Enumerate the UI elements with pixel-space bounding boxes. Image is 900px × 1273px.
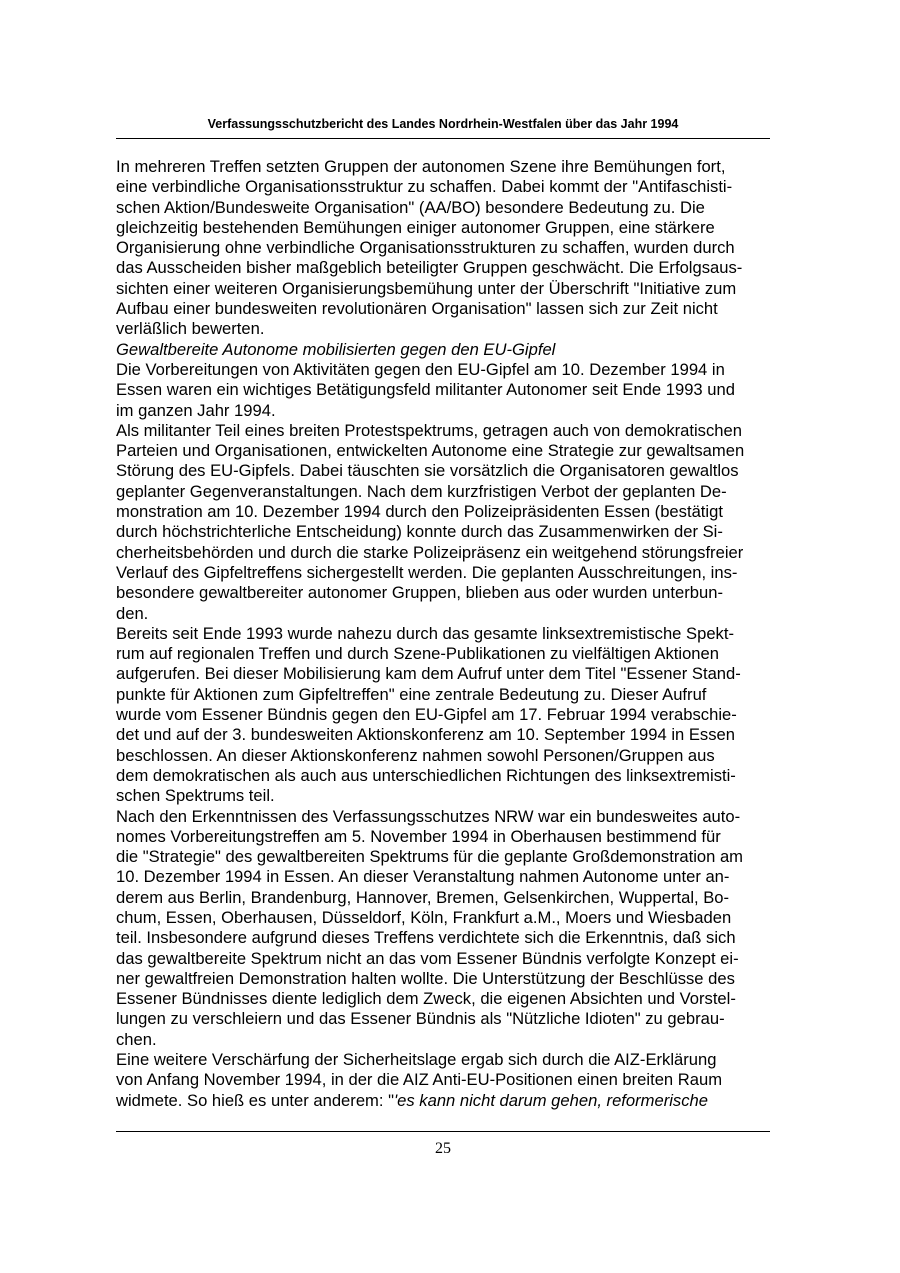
- text-line: Als militanter Teil eines breiten Protestspektrums, getragen auch von demokratischen: [116, 420, 742, 440]
- text-line: schen Aktion/Bundesweite Organisation" (AA/BO) besondere Bedeutung zu. Die: [116, 197, 705, 217]
- text-line: Nach den Erkenntnissen des Verfassungsschutzes NRW war ein bundesweites auto-: [116, 806, 741, 826]
- text-line: Parteien und Organisationen, entwickelten Autonome eine Strategie zur gewaltsamen: [116, 441, 745, 461]
- text-line: chen.: [116, 1029, 157, 1049]
- text-line: wurde vom Essener Bündnis gegen den EU-Gipfel am 17. Februar 1994 verabschie-: [116, 705, 737, 725]
- text-line: Die Vorbereitungen von Aktivitäten gegen den EU-Gipfel am 10. Dezember 1994 in: [116, 359, 725, 379]
- footer-rule: [116, 1131, 770, 1132]
- text-line: Störung des EU-Gipfels. Dabei täuschten sie vorsätzlich die Organisatoren gewaltlos: [116, 461, 739, 481]
- text-line: Essen waren ein wichtiges Betätigungsfeld militanter Autonomer seit Ende 1993 und: [116, 380, 735, 400]
- text-line: Verlauf des Gipfeltreffens sichergestellt werden. Die geplanten Ausschreitungen, ins-: [116, 562, 738, 582]
- text-line: Aufbau einer bundesweiten revolutionären Organisation" lassen sich zur Zeit nicht: [116, 299, 718, 319]
- text-line: In mehreren Treffen setzten Gruppen der autonomen Szene ihre Bemühungen fort,: [116, 157, 726, 176]
- text-line: chum, Essen, Oberhausen, Düsseldorf, Köln, Frankfurt a.M., Moers und Wiesbaden: [116, 907, 732, 927]
- text-line: eine verbindliche Organisationsstruktur zu schaffen. Dabei kommt der "Antifaschisti-: [116, 177, 733, 197]
- text-line-prefix: widmete. So hieß es unter anderem: ": [116, 1090, 394, 1110]
- text-line: ner gewaltfreien Demonstration halten wollte. Die Unterstützung der Beschlüsse des: [116, 968, 735, 988]
- text-line: schen Spektrums teil.: [116, 786, 275, 806]
- text-line: monstration am 10. Dezember 1994 durch den Polizeipräsidenten Essen (bestätigt: [116, 502, 723, 522]
- text-line: Eine weitere Verschärfung der Sicherheitslage ergab sich durch die AIZ-Erklärung: [116, 1050, 717, 1070]
- text-line: det und auf der 3. bundesweiten Aktionskonferenz am 10. September 1994 in Essen: [116, 725, 735, 745]
- text-line: durch höchstrichterliche Entscheidung) konnte durch das Zusammenwirken der Si-: [116, 522, 723, 542]
- quoted-text: 'es kann nicht darum gehen, reformerische: [393, 1090, 708, 1110]
- text-line: verläßlich bewerten.: [116, 319, 265, 339]
- text-line: Bereits seit Ende 1993 wurde nahezu durch das gesamte linksextremistische Spekt-: [116, 623, 734, 643]
- text-line: sichten einer weiteren Organisierungsbemühung unter der Überschrift "Initiative zum: [116, 278, 737, 298]
- text-line: die "Strategie" des gewaltbereiten Spektrums für die geplante Großdemonstration am: [116, 847, 744, 867]
- text-line: nomes Vorbereitungstreffen am 5. November 1994 in Oberhausen bestimmend für: [116, 826, 721, 846]
- text-line: von Anfang November 1994, in der die AIZ Anti-EU-Positionen einen breiten Raum: [116, 1070, 723, 1090]
- text-line: derem aus Berlin, Brandenburg, Hannover, Bremen, Gelsenkirchen, Wuppertal, Bo-: [116, 887, 730, 907]
- text-line: rum auf regionalen Treffen und durch Szene-Publikationen zu vielfältigen Aktionen: [116, 644, 719, 664]
- text-line: das Ausscheiden bisher maßgeblich beteiligter Gruppen geschwächt. Die Erfolgsaus-: [116, 258, 743, 278]
- text-line: cherheitsbehörden und durch die starke Polizeipräsenz ein weitgehend störungsfreier: [116, 542, 744, 562]
- text-line: das gewaltbereite Spektrum nicht an das vom Essener Bündnis verfolgte Konzept ei-: [116, 948, 739, 968]
- text-line: 10. Dezember 1994 in Essen. An dieser Veranstaltung nahmen Autonome unter an-: [116, 867, 730, 887]
- section-heading: Gewaltbereite Autonome mobilisierten gegen den EU-Gipfel: [116, 339, 556, 359]
- text-line: Organisierung ohne verbindliche Organisationsstrukturen zu schaffen, wurden durch: [116, 238, 735, 258]
- text-line: gleichzeitig bestehenden Bemühungen einiger autonomer Gruppen, eine stärkere: [116, 217, 715, 237]
- text-line: Essener Bündnisses diente lediglich dem Zweck, die eigenen Absichten und Vorstel-: [116, 989, 736, 1009]
- text-line: beschlossen. An dieser Aktionskonferenz nahmen sowohl Personen/Gruppen aus: [116, 745, 715, 765]
- text-line: im ganzen Jahr 1994.: [116, 400, 276, 420]
- text-line: lungen zu verschleiern und das Essener Bündnis als "Nützliche Idioten" zu gebrau-: [116, 1009, 725, 1029]
- text-line: aufgerufen. Bei dieser Mobilisierung kam dem Aufruf unter dem Titel "Essener Stand-: [116, 664, 741, 684]
- text-line: den.: [116, 603, 149, 623]
- body-text: [116, 157, 770, 1111]
- text-line-last: [116, 1091, 770, 1111]
- running-header-title: Verfassungsschutzbericht des Landes Nordrhein-Westfalen über das Jahr 1994: [207, 117, 679, 131]
- text-line: dem demokratischen als auch aus unterschiedlichen Richtungen des linksextremisti-: [116, 765, 736, 785]
- page-number: 25: [435, 1140, 451, 1157]
- text-line: besondere gewaltbereiter autonomer Gruppen, blieben aus oder wurden unterbun-: [116, 583, 723, 603]
- header-rule: [116, 138, 770, 139]
- text-line: teil. Insbesondere aufgrund dieses Treffens verdichtete sich die Erkenntnis, daß sich: [116, 928, 736, 948]
- text-line: geplanter Gegenveranstaltungen. Nach dem kurzfristigen Verbot der geplanten De-: [116, 481, 727, 501]
- text-line: punkte für Aktionen zum Gipfeltreffen" eine zentrale Bedeutung zu. Dieser Aufruf: [116, 684, 707, 704]
